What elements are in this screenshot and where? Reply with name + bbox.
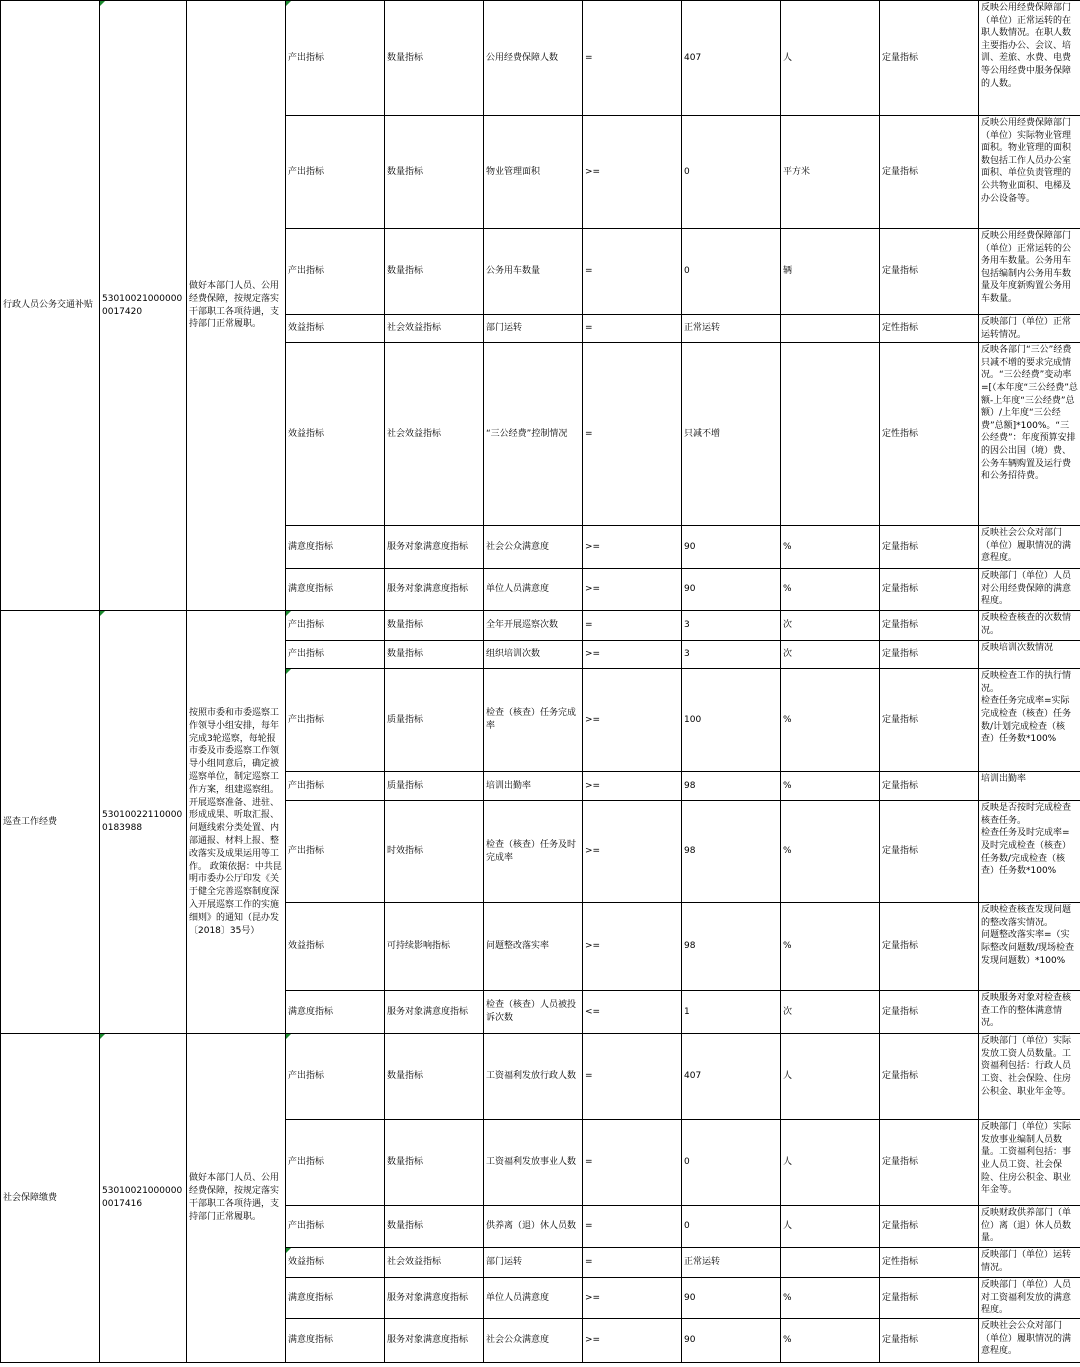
indicator-type-cell: 定量指标	[880, 1318, 979, 1362]
level1-indicator-cell: 产出指标	[286, 229, 385, 315]
level1-indicator-cell: 产出指标	[286, 1120, 385, 1206]
target-value-cell: 0	[682, 1120, 781, 1206]
level2-indicator-cell: 数量指标	[385, 116, 484, 229]
indicator-type-cell: 定性指标	[880, 343, 979, 526]
target-value-cell: 100	[682, 669, 781, 772]
indicator-description-cell: 反映检查工作的执行情况。 检查任务完成率=实际完成检查（核查）任务数/计划完成检查（核查）任务数*100%	[979, 669, 1080, 772]
unit-cell: %	[781, 903, 880, 991]
unit-cell: 平方米	[781, 116, 880, 229]
unit-cell: 次	[781, 611, 880, 641]
indicator-description-cell: 反映部门（单位）正常运转情况。	[979, 315, 1080, 343]
project-name-cell: 行政人员公务交通补贴	[1, 1, 100, 611]
indicator-type-cell: 定量指标	[880, 991, 979, 1034]
operator-cell: <=	[583, 991, 682, 1034]
target-value-cell: 407	[682, 1034, 781, 1120]
indicator-type-cell: 定量指标	[880, 116, 979, 229]
level3-indicator-cell: “三公经费”控制情况	[484, 343, 583, 526]
target-value-cell: 90	[682, 1278, 781, 1319]
level3-indicator-cell: 单位人员满意度	[484, 569, 583, 611]
level1-indicator-cell: 效益指标	[286, 343, 385, 526]
table-row	[1, 1034, 1080, 1120]
level1-indicator-cell: 产出指标	[286, 801, 385, 903]
level1-indicator-cell: 产出指标	[286, 1206, 385, 1248]
level1-indicator-cell: 产出指标	[286, 772, 385, 801]
level2-indicator-cell: 社会效益指标	[385, 1248, 484, 1278]
target-value-cell: 0	[682, 229, 781, 315]
operator-cell: >=	[583, 641, 682, 669]
indicator-description-cell: 反映部门（单位）实际发放工资人员数量。工资福利包括：行政人员工资、社会保险、住房公积金、职业年金等。	[979, 1034, 1080, 1120]
level1-indicator-cell: 产出指标	[286, 669, 385, 772]
project-goal-cell: 做好本部门人员、公用经费保障，按规定落实干部职工各项待遇，支持部门正常履职。	[187, 1, 286, 611]
level1-indicator-cell: 满意度指标	[286, 526, 385, 569]
unit-cell: 次	[781, 991, 880, 1034]
level1-indicator-cell: 效益指标	[286, 315, 385, 343]
level1-indicator-cell: 产出指标	[286, 641, 385, 669]
indicator-type-cell: 定量指标	[880, 1, 979, 116]
operator-cell: =	[583, 1034, 682, 1120]
indicator-type-cell: 定量指标	[880, 641, 979, 669]
level1-indicator-cell: 产出指标	[286, 116, 385, 229]
level3-indicator-cell: 检查（核查）人员被投诉次数	[484, 991, 583, 1034]
indicator-description-cell: 反映部门（单位）运转情况。	[979, 1248, 1080, 1278]
target-value-cell: 0	[682, 116, 781, 229]
operator-cell: >=	[583, 116, 682, 229]
target-value-cell: 3	[682, 641, 781, 669]
unit-cell: 次	[781, 641, 880, 669]
level1-indicator-cell: 效益指标	[286, 903, 385, 991]
indicator-description-cell: 反映部门（单位）人员对工资福利发放的满意程度。	[979, 1278, 1080, 1319]
level2-indicator-cell: 社会效益指标	[385, 343, 484, 526]
unit-cell: %	[781, 526, 880, 569]
project-name-cell: 巡查工作经费	[1, 611, 100, 1034]
level3-indicator-cell: 组织培训次数	[484, 641, 583, 669]
level2-indicator-cell: 时效指标	[385, 801, 484, 903]
level2-indicator-cell: 可持续影响指标	[385, 903, 484, 991]
indicator-description-cell: 反映部门（单位）实际发放事业编制人员数量。工资福利包括：事业人员工资、社会保险、住房公积金、职业年金等。	[979, 1120, 1080, 1206]
unit-cell: 人	[781, 1120, 880, 1206]
project-code-cell: 530100210000000017420	[100, 1, 187, 611]
level2-indicator-cell: 数量指标	[385, 1206, 484, 1248]
operator-cell: >=	[583, 1278, 682, 1319]
level2-indicator-cell: 服务对象满意度指标	[385, 569, 484, 611]
unit-cell: %	[781, 801, 880, 903]
target-value-cell: 90	[682, 1318, 781, 1362]
operator-cell: >=	[583, 903, 682, 991]
project-goal-cell: 做好本部门人员、公用经费保障，按规定落实干部职工各项待遇，支持部门正常履职。	[187, 1034, 286, 1363]
project-code-cell: 530100221100000183988	[100, 611, 187, 1034]
unit-cell	[781, 315, 880, 343]
target-value-cell: 90	[682, 526, 781, 569]
level2-indicator-cell: 社会效益指标	[385, 315, 484, 343]
indicator-type-cell: 定量指标	[880, 1034, 979, 1120]
unit-cell: %	[781, 772, 880, 801]
operator-cell: =	[583, 1, 682, 116]
operator-cell: =	[583, 229, 682, 315]
project-goal-cell: 按照市委和市委巡察工作领导小组安排，每年完成3轮巡察，每轮报市委及市委巡察工作领导小组同意后，确定被巡察单位，制定巡察工作方案，组建巡察组。开展巡察准备、进驻、形成成果、听取汇报、问题线索分类处置、内部通报、材料上报、整改落实及成果运用等工作。 政策依据：中共昆明市委办公厅印发《关于健全完善巡察制度深入开展巡察工作的实施细则》的通知（昆办发〔2018〕35号）	[187, 611, 286, 1034]
indicator-type-cell: 定量指标	[880, 772, 979, 801]
level2-indicator-cell: 数量指标	[385, 1120, 484, 1206]
target-value-cell: 407	[682, 1, 781, 116]
level3-indicator-cell: 检查（核查）任务完成率	[484, 669, 583, 772]
level3-indicator-cell: 工资福利发放行政人数	[484, 1034, 583, 1120]
indicator-type-cell: 定量指标	[880, 669, 979, 772]
level3-indicator-cell: 公用经费保障人数	[484, 1, 583, 116]
indicator-type-cell: 定量指标	[880, 1120, 979, 1206]
level2-indicator-cell: 服务对象满意度指标	[385, 1278, 484, 1319]
level2-indicator-cell: 数量指标	[385, 229, 484, 315]
target-value-cell: 98	[682, 903, 781, 991]
indicator-description-cell: 反映公用经费保障部门（单位）正常运转的在职人数情况。在职人数主要指办公、会议、培训、差旅、水费、电费等公用经费中服务保障的人数。	[979, 1, 1080, 116]
indicator-description-cell: 反映检查核查的次数情况。	[979, 611, 1080, 641]
level3-indicator-cell: 公务用车数量	[484, 229, 583, 315]
project-code-cell: 530100210000000017416	[100, 1034, 187, 1363]
indicator-description-cell: 反映财政供养部门（单位）离（退）休人员数量。	[979, 1206, 1080, 1248]
indicator-description-cell: 反映各部门“三公”经费只减不增的要求完成情况。“三公经费”变动率=[（本年度“三公经费”总额-上年度“三公经费”总额）/上年度“三公经费”总额]*100%。“三公经费”：年度预算安排的因公出国（境）费、公务车辆购置及运行费和公务招待费。	[979, 343, 1080, 526]
indicator-description-cell: 反映部门（单位）人员对公用经费保障的满意程度。	[979, 569, 1080, 611]
target-value-cell: 0	[682, 1206, 781, 1248]
indicator-description-cell: 反映社会公众对部门（单位）履职情况的满意程度。	[979, 1318, 1080, 1362]
project-name-cell: 社会保障缴费	[1, 1034, 100, 1363]
level1-indicator-cell: 满意度指标	[286, 1278, 385, 1319]
operator-cell: =	[583, 315, 682, 343]
operator-cell: >=	[583, 526, 682, 569]
indicator-type-cell: 定量指标	[880, 611, 979, 641]
level3-indicator-cell: 物业管理面积	[484, 116, 583, 229]
level2-indicator-cell: 服务对象满意度指标	[385, 1318, 484, 1362]
level3-indicator-cell: 社会公众满意度	[484, 1318, 583, 1362]
indicator-type-cell: 定量指标	[880, 229, 979, 315]
indicator-description-cell: 培训出勤率	[979, 772, 1080, 801]
target-value-cell: 90	[682, 569, 781, 611]
indicator-description-cell: 反映服务对象对检查核查工作的整体满意情况。	[979, 991, 1080, 1034]
level2-indicator-cell: 数量指标	[385, 641, 484, 669]
level3-indicator-cell: 供养离（退）休人员数	[484, 1206, 583, 1248]
unit-cell: %	[781, 1318, 880, 1362]
level2-indicator-cell: 数量指标	[385, 1, 484, 116]
indicator-description-cell: 反映公用经费保障部门（单位）正常运转的公务用车数量。公务用车包括编制内公务用车数量及年度新购置公务用车数量。	[979, 229, 1080, 315]
indicator-type-cell: 定量指标	[880, 569, 979, 611]
operator-cell: =	[583, 1248, 682, 1278]
level3-indicator-cell: 社会公众满意度	[484, 526, 583, 569]
level3-indicator-cell: 问题整改落实率	[484, 903, 583, 991]
level2-indicator-cell: 质量指标	[385, 669, 484, 772]
indicator-type-cell: 定性指标	[880, 315, 979, 343]
level3-indicator-cell: 单位人员满意度	[484, 1278, 583, 1319]
target-value-cell: 1	[682, 991, 781, 1034]
indicator-type-cell: 定量指标	[880, 1278, 979, 1319]
target-value-cell: 98	[682, 801, 781, 903]
target-value-cell: 只减不增	[682, 343, 781, 526]
indicator-type-cell: 定性指标	[880, 1248, 979, 1278]
level1-indicator-cell: 满意度指标	[286, 1318, 385, 1362]
unit-cell: 人	[781, 1034, 880, 1120]
level3-indicator-cell: 部门运转	[484, 1248, 583, 1278]
level2-indicator-cell: 服务对象满意度指标	[385, 991, 484, 1034]
unit-cell: %	[781, 669, 880, 772]
unit-cell: %	[781, 1278, 880, 1319]
operator-cell: >=	[583, 801, 682, 903]
indicator-description-cell: 反映是否按时完成检查核查任务。 检查任务及时完成率=及时完成检查（核查）任务数/完成检查（核查）任务数*100%	[979, 801, 1080, 903]
target-value-cell: 3	[682, 611, 781, 641]
level2-indicator-cell: 质量指标	[385, 772, 484, 801]
unit-cell	[781, 343, 880, 526]
indicator-type-cell: 定量指标	[880, 801, 979, 903]
level3-indicator-cell: 检查（核查）任务及时完成率	[484, 801, 583, 903]
table-row	[1, 1, 1080, 116]
operator-cell: =	[583, 1206, 682, 1248]
operator-cell: >=	[583, 669, 682, 772]
operator-cell: >=	[583, 569, 682, 611]
indicator-type-cell: 定量指标	[880, 526, 979, 569]
indicator-type-cell: 定量指标	[880, 1206, 979, 1248]
indicator-description-cell: 反映公用经费保障部门（单位）实际物业管理面积。物业管理的面积数包括工作人员办公室面积、单位负责管理的公共物业面积、电梯及办公设备等。	[979, 116, 1080, 229]
unit-cell: 人	[781, 1, 880, 116]
indicator-description-cell: 反映培训次数情况	[979, 641, 1080, 669]
level1-indicator-cell: 满意度指标	[286, 569, 385, 611]
table-row	[1, 611, 1080, 641]
target-value-cell: 98	[682, 772, 781, 801]
level1-indicator-cell: 产出指标	[286, 1034, 385, 1120]
operator-cell: =	[583, 343, 682, 526]
level1-indicator-cell: 满意度指标	[286, 991, 385, 1034]
level1-indicator-cell: 产出指标	[286, 611, 385, 641]
indicator-description-cell: 反映检查核查发现问题的整改落实情况。 问题整改落实率=（实际整改问题数/现场检查发现问题数）*100%	[979, 903, 1080, 991]
level3-indicator-cell: 部门运转	[484, 315, 583, 343]
level3-indicator-cell: 全年开展巡察次数	[484, 611, 583, 641]
level1-indicator-cell: 效益指标	[286, 1248, 385, 1278]
unit-cell: 辆	[781, 229, 880, 315]
indicator-type-cell: 定量指标	[880, 903, 979, 991]
level3-indicator-cell: 培训出勤率	[484, 772, 583, 801]
unit-cell: 人	[781, 1206, 880, 1248]
unit-cell	[781, 1248, 880, 1278]
target-value-cell: 正常运转	[682, 1248, 781, 1278]
target-value-cell: 正常运转	[682, 315, 781, 343]
level2-indicator-cell: 服务对象满意度指标	[385, 526, 484, 569]
operator-cell: >=	[583, 772, 682, 801]
operator-cell: =	[583, 1120, 682, 1206]
level3-indicator-cell: 工资福利发放事业人数	[484, 1120, 583, 1206]
unit-cell: %	[781, 569, 880, 611]
indicator-description-cell: 反映社会公众对部门（单位）履职情况的满意程度。	[979, 526, 1080, 569]
operator-cell: =	[583, 611, 682, 641]
level1-indicator-cell: 产出指标	[286, 1, 385, 116]
level2-indicator-cell: 数量指标	[385, 611, 484, 641]
operator-cell: >=	[583, 1318, 682, 1362]
level2-indicator-cell: 数量指标	[385, 1034, 484, 1120]
